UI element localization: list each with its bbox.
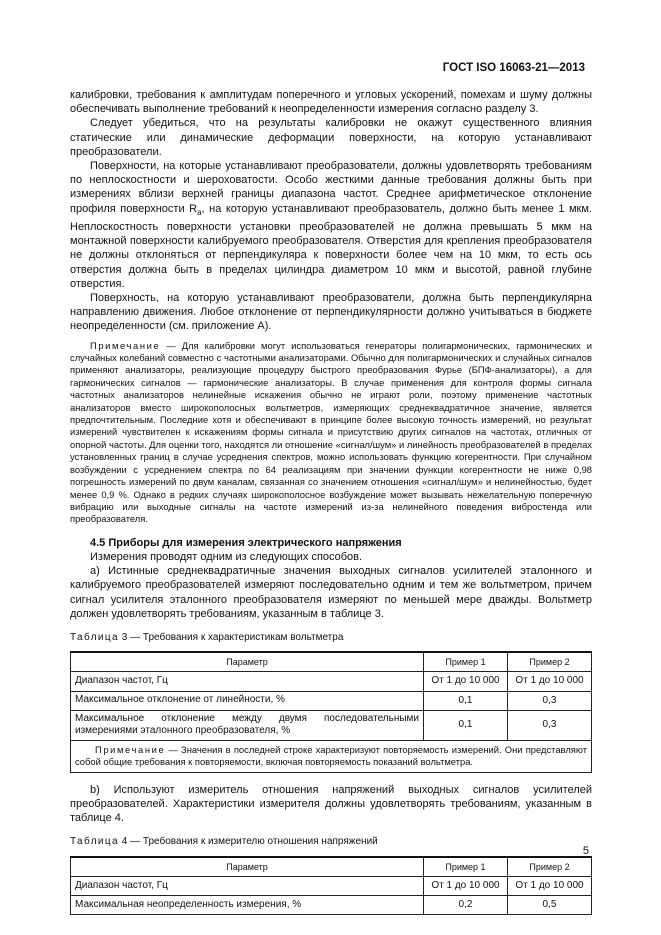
header-parameter: Параметр (71, 652, 424, 672)
cell-parameter: Максимальное отклонение между двумя последовательными измерениями эталонного преобразователя, % (71, 710, 424, 740)
document-header: ГОСТ ISO 16063-21—2013 (442, 62, 585, 74)
table-row (71, 710, 592, 740)
cell-example-2: От 1 до 10 000 (508, 672, 592, 691)
page-number: 5 (582, 845, 589, 857)
header-example-1: Пример 1 (423, 857, 507, 877)
table3-note (71, 740, 592, 772)
cell-parameter: Максимальная неопределенность измерения, % (71, 895, 424, 914)
table-note-row (71, 740, 592, 772)
table-row (71, 691, 592, 710)
header-example-1: Пример 1 (424, 652, 508, 672)
note-analyzers (70, 340, 592, 526)
table-header-row (71, 857, 592, 877)
header-parameter: Параметр (71, 857, 424, 877)
cell-parameter: Диапазон частот, Гц (71, 672, 424, 691)
subscript-a: a (197, 207, 202, 217)
table-row (71, 672, 592, 691)
table-row (71, 876, 592, 895)
paragraph-deformation: Следует убедиться, что на результаты калибровки не окажут существенного влияния статические или динамические деформации поверхности, на которую устанавливают преобразователи. (70, 117, 592, 158)
section-title: 4.5 Приборы для измерения электрического напряжения (90, 536, 402, 549)
page-content (70, 88, 592, 915)
header-example-2: Пример 2 (508, 652, 592, 672)
surface-text-part1: Поверхности, на которые устанавливают преобразователи, должны удовлетворять требованиям по неплоскостности и шероховатости. Особо жесткими данные требования должны быть при измерениях вблизи верхней границы диапазона частот. Среднее арифметическое отклонение профиля поверхности R (70, 160, 592, 215)
table4-caption (70, 835, 592, 849)
cell-example-2: От 1 до 10 000 (507, 876, 591, 895)
table-voltmeter-requirements (70, 651, 592, 773)
cell-parameter: Диапазон частот, Гц (71, 876, 424, 895)
table4-caption-text: 4 — Требования к измерителю отношения напряжений (119, 836, 378, 848)
cell-example-2: 0,3 (508, 691, 592, 710)
table-header-row (71, 652, 592, 672)
table4-caption-label: Таблица (70, 836, 120, 848)
table3-caption (70, 631, 592, 645)
table3-note-text: — Значения в последней строке характеризуют повторяемость измерений. Они представляют собой общие требования к повторяемости, включая повторяемость показаний вольтметра. (75, 743, 587, 768)
section-item-b: b) Используют измеритель отношения напряжений выходных сигналов усилителей преобразователей. Характеристики измерителя должны удовлетворять требованиям, указанным в таблице 4. (70, 783, 592, 825)
section-item-a: а) Истинные среднеквадратичные значения выходных сигналов усилителей эталонного и калибруемого преобразователей измеряют последовательно одним и тем же вольтметром, причем сигнал усилителя эталонного преобразователя измеряют по меньшей мере дважды. Вольтметр должен удовлетворять требованиям, указанным в таблице 3. (70, 565, 592, 620)
paragraph-surface-requirements (70, 159, 592, 291)
cell-example-1: 0,1 (424, 691, 508, 710)
cell-example-1: 0,1 (424, 710, 508, 740)
note-text: — Для калибровки могут использоваться генераторы полигармонических, гармонических и случайных колебаний совместно с частотными анализаторами. Обычно для полигармонических и случайных сигналов применяют анализаторы, реализующие процедуру быстрого преобразования Фурье (БПФ-анализаторы), а для гармонических сигналов — гармонические анализаторы. В случае применения для контроля формы сигнала частотных анализаторов нелинейные искажения обычно не играют роли, поэтому применение частотных анализаторов вместо широкополосных вольтметров, измеряющих среднеквадратичное значение, является предпочтительным. Последние хотя и обеспечивают в принципе более высокую точность измерений, но результат измерений чувствителен к искажениям формы сигнала и присутствию других сигналов на частотах, отличных от опорной частоты. Для оценки того, находятся ли отношение «сигнал/шум» и линейность преобразователей в пределах установленных границ в случае усреднения спектров, можно использовать функцию когерентности. При случайном возбуждении с усреднением спектра по 64 реализациям при значении функции когерентности не ниже 0,98 погрешность измерений по двум каналам, связанная со значением отношения «сигнал/шум» и нелинейностью, будет менее 0,9 %. Однако в редких случаях широкополосное возбуждение может вызывать нежелательную поперечную вибрацию или выходные сигналы на частоте измерений из-за нелинейного поведения вибростенда или преобразователя. (70, 339, 592, 525)
paragraph-perpendicularity: Поверхность, на которую устанавливают преобразователи, должна быть перпендикулярна направлению движения. Любое отклонение от перпендикулярности должно учитываться в бюджете неопределенности (см. приложение А). (70, 292, 592, 333)
table3-caption-text: 3 — Требования к характеристикам вольтметра (119, 631, 344, 643)
cell-parameter: Максимальное отклонение от линейности, % (71, 691, 424, 710)
surface-text-part2: , на которую устанавливают преобразователь, должно быть менее 1 мкм. Неплоскостность поверхности установки преобразователей не должна превышать 5 мкм на монтажной поверхности калибруемого преобразователя. Отверстия для крепления преобразователя не должны отклоняться от перпендикуляра к поверхности более чем на 10 мкм, то есть ось отверстия должна быть в пределах цилиндра диаметром 10 мкм и высотой, равной глубине отверстия. (70, 202, 592, 290)
section-intro: Измерения проводят одним из следующих способов. (90, 550, 363, 563)
cell-example-1: От 1 до 10 000 (424, 672, 508, 691)
cell-example-2: 0,5 (507, 895, 591, 914)
table3-caption-label: Таблица (70, 631, 120, 643)
table3-note-label: Примечание (95, 743, 166, 755)
header-example-2: Пример 2 (507, 857, 591, 877)
cell-example-1: 0,2 (423, 895, 507, 914)
paragraph-continuation: калибровки, требования к амплитудам поперечного и угловых ускорений, помехам и шуму должны обеспечивать выполнение требований к неопределенности измерения согласно разделу 3. (70, 89, 592, 116)
cell-example-2: 0,3 (508, 710, 592, 740)
note-label: Примечание (90, 339, 161, 351)
table-ratio-meter-requirements (70, 856, 592, 916)
table-row (71, 895, 592, 914)
cell-example-1: От 1 до 10 000 (423, 876, 507, 895)
